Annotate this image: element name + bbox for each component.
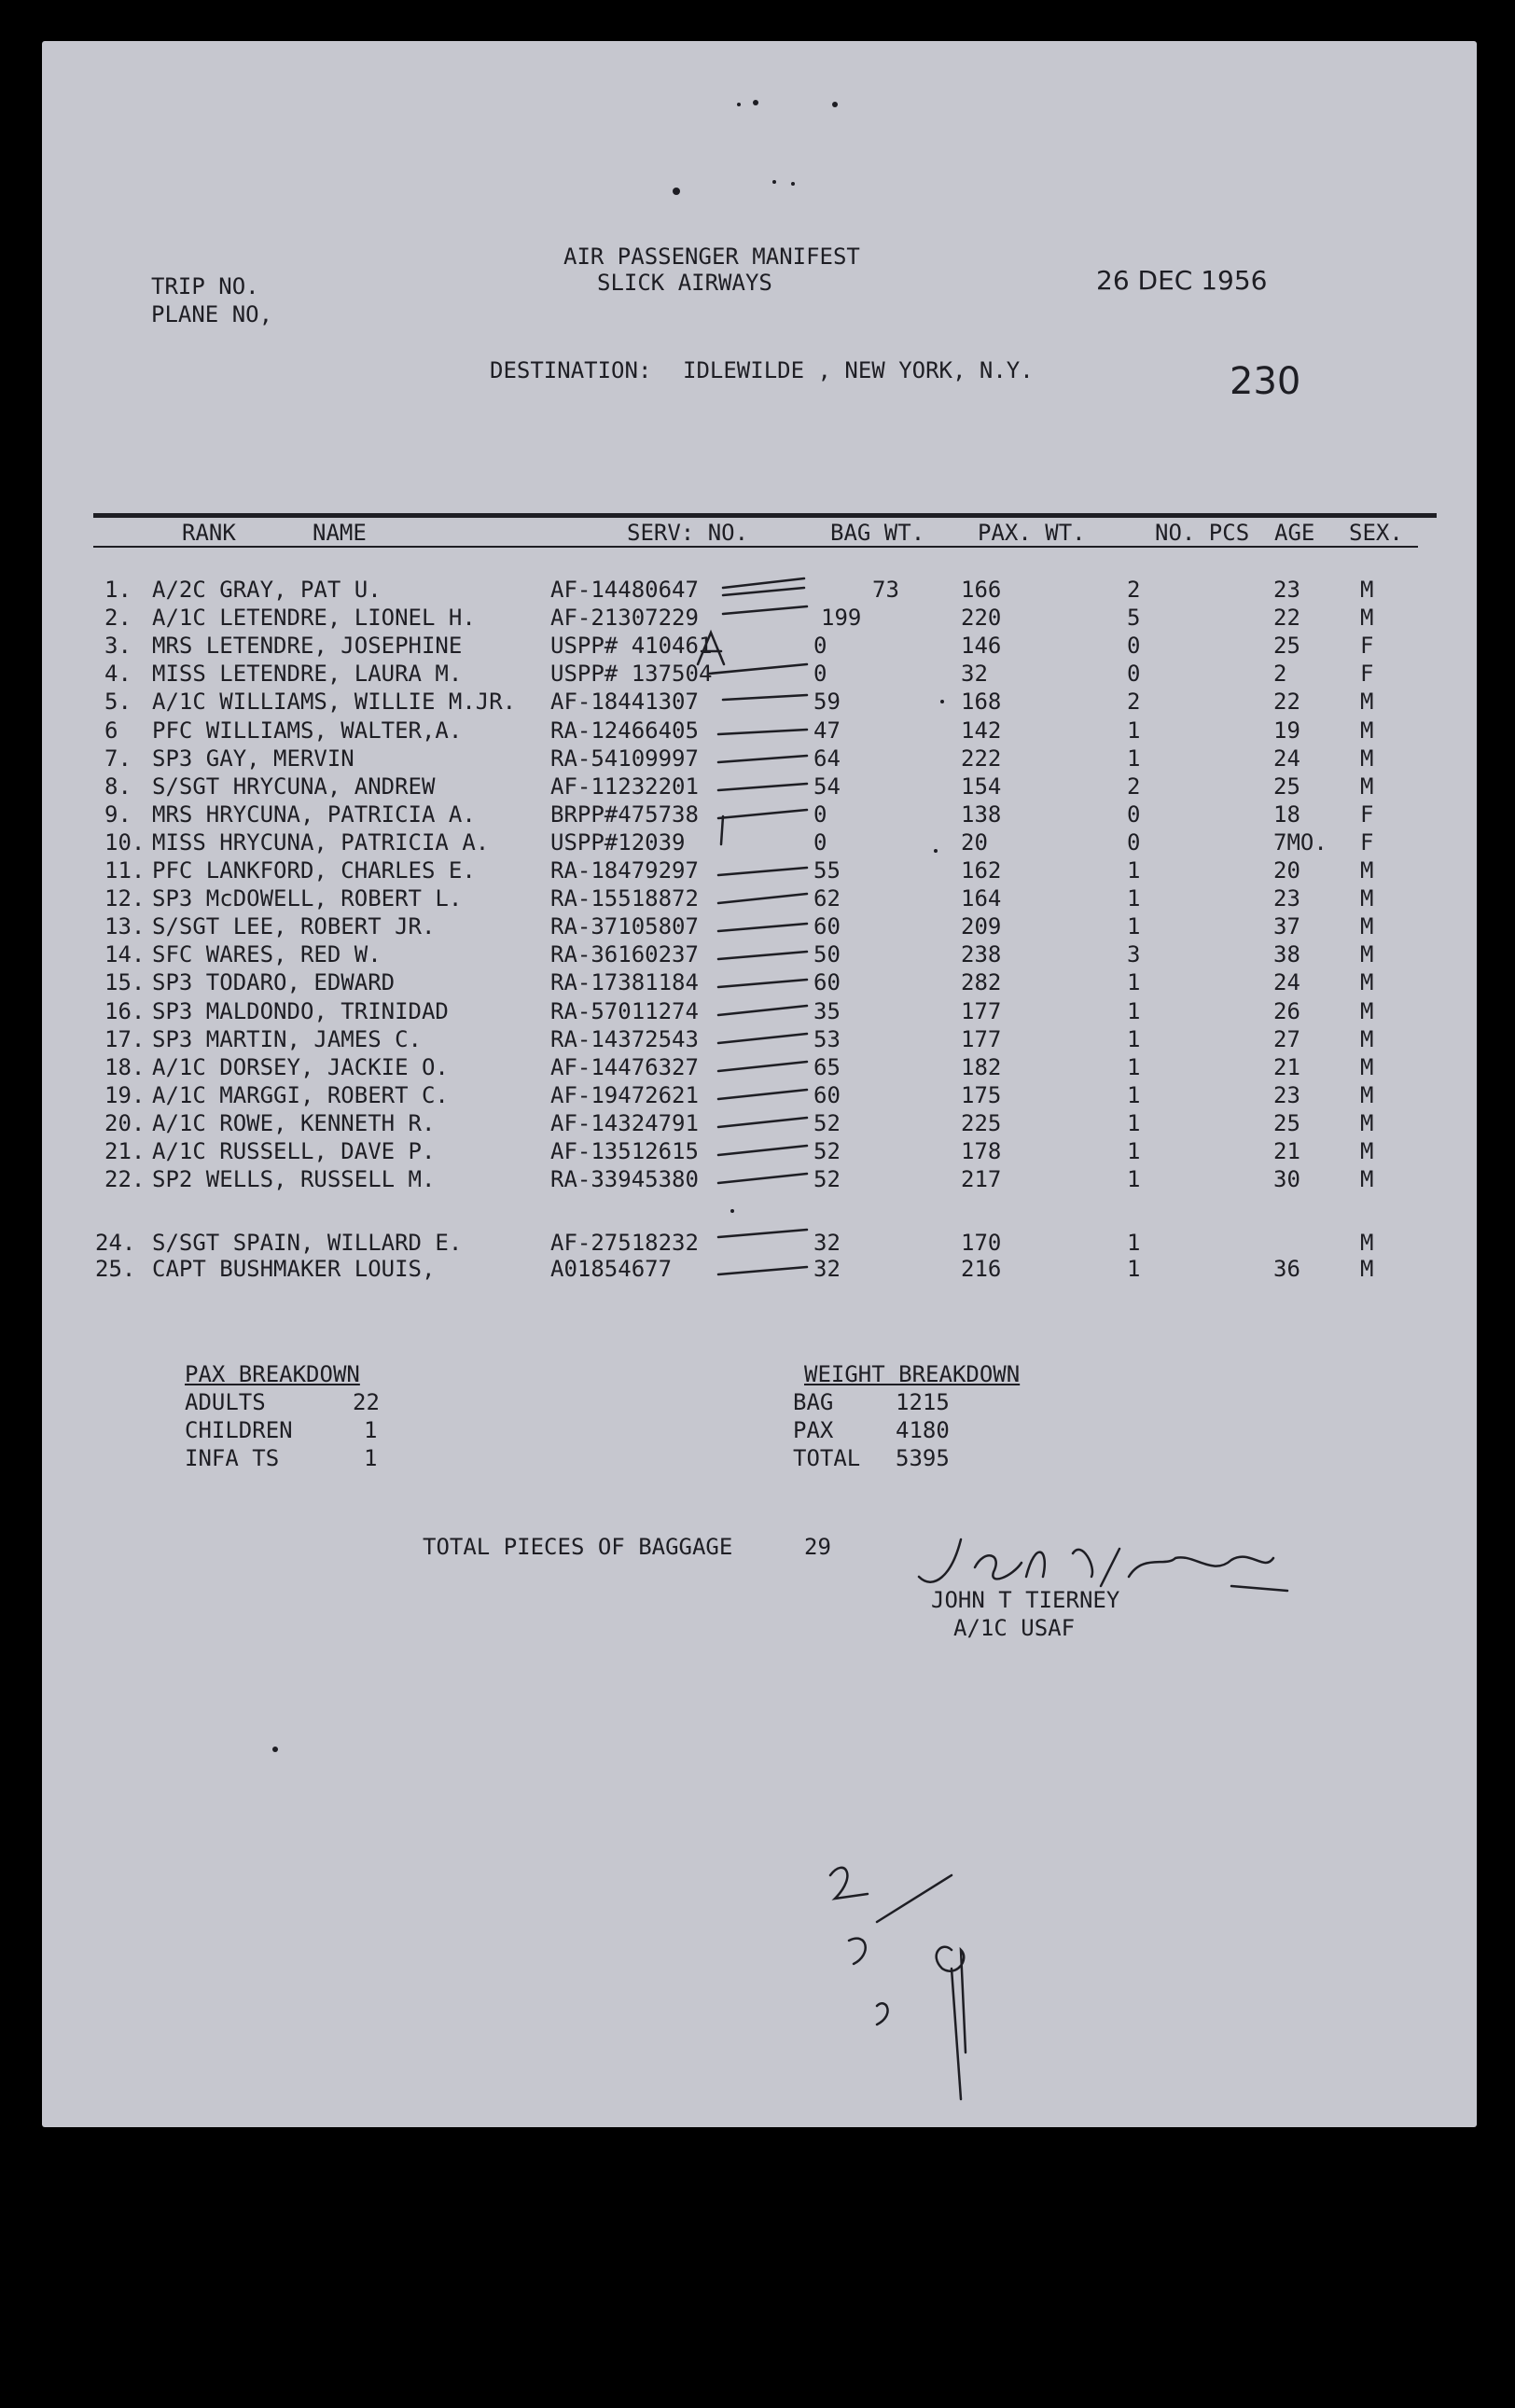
pax-breakdown-title: PAX BREAKDOWN <box>185 1361 360 1387</box>
age: 21 <box>1273 1138 1300 1164</box>
row-number: 25. <box>95 1256 136 1282</box>
pieces: 1 <box>1127 1166 1141 1193</box>
age: 2 <box>1273 661 1287 688</box>
pax-weight: 225 <box>961 1109 1002 1136</box>
service-number: AF-18441307 <box>550 689 699 716</box>
signer-name: JOHN T TIERNEY <box>931 1587 1120 1613</box>
total-weight-value: 5395 <box>896 1445 950 1471</box>
sex: M <box>1360 577 1374 603</box>
service-number: RA-57011274 <box>550 997 699 1024</box>
service-number: RA-37105807 <box>550 913 699 940</box>
passenger-name: SP2 WELLS, RUSSELL M. <box>152 1166 436 1193</box>
passenger-name: MRS LETENDRE, JOSEPHINE <box>152 633 463 660</box>
service-number: AF-19472621 <box>550 1081 699 1108</box>
row-number: 12. <box>104 885 146 912</box>
pieces: 1 <box>1127 1256 1141 1282</box>
airline-name: SLICK AIRWAYS <box>597 270 772 296</box>
bag-weight: 59 <box>813 689 841 716</box>
col-name: NAME <box>313 520 367 546</box>
service-number: RA-17381184 <box>550 969 699 996</box>
sex: M <box>1360 1109 1374 1136</box>
manifest-title: AIR PASSENGER MANIFEST <box>563 244 860 270</box>
bag-weight: 52 <box>813 1138 841 1164</box>
row-number: 6 <box>104 717 118 744</box>
infants-value: 1 <box>364 1445 378 1471</box>
pieces: 1 <box>1127 913 1141 940</box>
sex: M <box>1360 1166 1374 1193</box>
bag-weight: 0 <box>813 828 827 856</box>
passenger-name: SP3 MARTIN, JAMES C. <box>152 1025 422 1052</box>
passenger-name: MRS HRYCUNA, PATRICIA A. <box>152 800 476 828</box>
pax-weight: 142 <box>961 717 1002 744</box>
pax-weight: 217 <box>961 1166 1002 1193</box>
row-number: 5. <box>104 689 132 716</box>
pax-weight: 168 <box>961 689 1002 716</box>
row-number: 19. <box>104 1081 146 1108</box>
service-number: AF-21307229 <box>550 605 699 632</box>
sex: F <box>1360 633 1374 660</box>
bag-weight: 32 <box>813 1230 841 1256</box>
service-number: AF-14324791 <box>550 1109 699 1136</box>
bag-weight-label: BAG <box>793 1389 834 1415</box>
age: 24 <box>1273 745 1300 772</box>
manifest-date: 26 DEC 1956 <box>1096 265 1268 296</box>
age: 18 <box>1273 800 1300 828</box>
pieces: 3 <box>1127 941 1141 968</box>
pax-weight: 20 <box>961 828 988 856</box>
row-number: 1. <box>104 577 132 603</box>
passenger-name: A/1C ROWE, KENNETH R. <box>152 1109 436 1136</box>
destination-label: DESTINATION: <box>490 357 652 383</box>
bag-weight: 53 <box>813 1025 841 1052</box>
pax-weight: 164 <box>961 885 1002 912</box>
passenger-name: A/2C GRAY, PAT U. <box>152 577 382 603</box>
pieces: 1 <box>1127 1230 1141 1256</box>
passenger-name: S/SGT SPAIN, WILLARD E. <box>152 1230 463 1256</box>
sex: M <box>1360 1256 1374 1282</box>
passenger-name: PFC LANKFORD, CHARLES E. <box>152 857 476 884</box>
pieces: 1 <box>1127 745 1141 772</box>
pieces: 1 <box>1127 1081 1141 1108</box>
service-number: USPP# 137504 <box>550 661 713 688</box>
sex: M <box>1360 969 1374 996</box>
pieces: 1 <box>1127 969 1141 996</box>
age: 20 <box>1273 857 1300 884</box>
bag-weight: 32 <box>813 1256 841 1282</box>
pax-weight: 154 <box>961 773 1002 800</box>
row-number: 4. <box>104 661 132 688</box>
passenger-name: MISS LETENDRE, LAURA M. <box>152 661 463 688</box>
age: 25 <box>1273 633 1300 660</box>
pieces: 1 <box>1127 1025 1141 1052</box>
service-number: RA-54109997 <box>550 745 699 772</box>
row-number: 9. <box>104 800 132 828</box>
row-number: 24. <box>95 1230 136 1256</box>
pax-weight-value: 4180 <box>896 1417 950 1443</box>
pax-weight: 32 <box>961 661 988 688</box>
pax-weight: 175 <box>961 1081 1002 1108</box>
sex: M <box>1360 885 1374 912</box>
sex: M <box>1360 913 1374 940</box>
pax-weight: 238 <box>961 941 1002 968</box>
sex: M <box>1360 605 1374 632</box>
children-label: CHILDREN <box>185 1417 293 1443</box>
passenger-name: A/1C RUSSELL, DAVE P. <box>152 1138 436 1164</box>
col-age: AGE <box>1274 520 1315 546</box>
row-number: 14. <box>104 941 146 968</box>
bag-weight: 35 <box>813 997 841 1024</box>
sex: M <box>1360 1025 1374 1052</box>
row-number: 21. <box>104 1138 146 1164</box>
pax-weight: 222 <box>961 745 1002 772</box>
children-value: 1 <box>364 1417 378 1443</box>
bag-weight: 199 <box>821 605 862 632</box>
col-serv: SERV: NO. <box>627 520 749 546</box>
passenger-name: A/1C LETENDRE, LIONEL H. <box>152 605 476 632</box>
baggage-label: TOTAL PIECES OF BAGGAGE <box>423 1534 733 1560</box>
pax-weight: 177 <box>961 997 1002 1024</box>
passenger-name: SFC WARES, RED W. <box>152 941 382 968</box>
pax-weight: 209 <box>961 913 1002 940</box>
passenger-name: SP3 TODARO, EDWARD <box>152 969 396 996</box>
age: 19 <box>1273 717 1300 744</box>
passenger-name: SP3 GAY, MERVIN <box>152 745 354 772</box>
pieces: 1 <box>1127 717 1141 744</box>
age: 37 <box>1273 913 1300 940</box>
pax-weight: 182 <box>961 1053 1002 1080</box>
sex: M <box>1360 717 1374 744</box>
service-number: AF-14476327 <box>550 1053 699 1080</box>
age: 23 <box>1273 1081 1300 1108</box>
service-number: AF-13512615 <box>550 1138 699 1164</box>
passenger-name: CAPT BUSHMAKER LOUIS, <box>152 1256 436 1282</box>
age: 23 <box>1273 577 1300 603</box>
pax-weight: 216 <box>961 1256 1002 1282</box>
passenger-name: PFC WILLIAMS, WALTER,A. <box>152 717 463 744</box>
age: 26 <box>1273 997 1300 1024</box>
pieces: 2 <box>1127 773 1141 800</box>
age: 25 <box>1273 1109 1300 1136</box>
col-sex: SEX. <box>1349 520 1403 546</box>
bag-weight: 73 <box>872 577 899 603</box>
bag-weight: 52 <box>813 1166 841 1193</box>
adults-label: ADULTS <box>185 1389 266 1415</box>
sex: M <box>1360 1230 1374 1256</box>
row-number: 8. <box>104 773 132 800</box>
service-number: AF-27518232 <box>550 1230 699 1256</box>
pieces: 1 <box>1127 1053 1141 1080</box>
sex: M <box>1360 689 1374 716</box>
pieces: 1 <box>1127 1109 1141 1136</box>
passenger-name: MISS HRYCUNA, PATRICIA A. <box>152 828 490 856</box>
bag-weight: 0 <box>813 633 827 660</box>
row-number: 20. <box>104 1109 146 1136</box>
row-number: 13. <box>104 913 146 940</box>
sex: M <box>1360 857 1374 884</box>
age: 25 <box>1273 773 1300 800</box>
sex: M <box>1360 941 1374 968</box>
passenger-name: A/1C MARGGI, ROBERT C. <box>152 1081 449 1108</box>
pieces: 0 <box>1127 661 1141 688</box>
pax-weight: 220 <box>961 605 1002 632</box>
pieces: 1 <box>1127 997 1141 1024</box>
row-number: 15. <box>104 969 146 996</box>
sex: M <box>1360 1081 1374 1108</box>
age: 22 <box>1273 689 1300 716</box>
trip-label: TRIP NO. <box>151 273 259 299</box>
plane-label: PLANE NO, <box>151 301 273 327</box>
passenger-name: S/SGT HRYCUNA, ANDREW <box>152 773 436 800</box>
bag-weight: 60 <box>813 969 841 996</box>
row-number: 17. <box>104 1025 146 1052</box>
bag-weight: 64 <box>813 745 841 772</box>
sex: F <box>1360 661 1374 688</box>
page-number: 230 <box>1230 360 1301 403</box>
pieces: 0 <box>1127 633 1141 660</box>
pieces: 1 <box>1127 885 1141 912</box>
age: 36 <box>1273 1256 1300 1282</box>
col-pax: PAX. WT. <box>978 520 1086 546</box>
passenger-name: SP3 MALDONDO, TRINIDAD <box>152 997 449 1024</box>
service-number: RA-18479297 <box>550 857 699 884</box>
bag-weight: 52 <box>813 1109 841 1136</box>
pax-weight-label: PAX <box>793 1417 834 1443</box>
age: 22 <box>1273 605 1300 632</box>
pax-weight: 282 <box>961 969 1002 996</box>
age: 23 <box>1273 885 1300 912</box>
bag-weight: 0 <box>813 661 827 688</box>
sex: M <box>1360 1138 1374 1164</box>
passenger-name: A/1C DORSEY, JACKIE O. <box>152 1053 449 1080</box>
sex: M <box>1360 997 1374 1024</box>
row-number: 11. <box>104 857 146 884</box>
sex: F <box>1360 800 1374 828</box>
destination: IDLEWILDE , NEW YORK, N.Y. <box>683 357 1034 383</box>
row-number: 16. <box>104 997 146 1024</box>
pieces: 1 <box>1127 857 1141 884</box>
service-number: AF-14480647 <box>550 577 699 603</box>
pax-weight: 138 <box>961 800 1002 828</box>
age: 21 <box>1273 1053 1300 1080</box>
pieces: 0 <box>1127 800 1141 828</box>
pieces: 5 <box>1127 605 1141 632</box>
adults-value: 22 <box>353 1389 380 1415</box>
row-number: 10. <box>104 828 146 856</box>
pax-weight: 178 <box>961 1138 1002 1164</box>
service-number: RA-14372543 <box>550 1025 699 1052</box>
pax-weight: 162 <box>961 857 1002 884</box>
age: 30 <box>1273 1166 1300 1193</box>
age: 27 <box>1273 1025 1300 1052</box>
bag-weight: 50 <box>813 941 841 968</box>
pieces: 1 <box>1127 1138 1141 1164</box>
pax-weight: 170 <box>961 1230 1002 1256</box>
service-number: RA-15518872 <box>550 885 699 912</box>
age: 38 <box>1273 941 1300 968</box>
passenger-name: S/SGT LEE, ROBERT JR. <box>152 913 436 940</box>
col-bag: BAG WT. <box>830 520 925 546</box>
pieces: 2 <box>1127 577 1141 603</box>
row-number: 22. <box>104 1166 146 1193</box>
row-number: 2. <box>104 605 132 632</box>
row-number: 7. <box>104 745 132 772</box>
passenger-name: SP3 McDOWELL, ROBERT L. <box>152 885 463 912</box>
service-number: RA-33945380 <box>550 1166 699 1193</box>
pieces: 0 <box>1127 828 1141 856</box>
sex: F <box>1360 828 1374 856</box>
pax-weight: 146 <box>961 633 1002 660</box>
bag-weight: 0 <box>813 800 827 828</box>
sex: M <box>1360 1053 1374 1080</box>
bag-weight-value: 1215 <box>896 1389 950 1415</box>
pieces: 2 <box>1127 689 1141 716</box>
infants-label: INFA TS <box>185 1445 280 1471</box>
row-number: 18. <box>104 1053 146 1080</box>
service-number: BRPP#475738 <box>550 800 699 828</box>
bag-weight: 65 <box>813 1053 841 1080</box>
service-number: A01854677 <box>550 1256 673 1282</box>
bag-weight: 54 <box>813 773 841 800</box>
service-number: USPP#12039 <box>550 828 686 856</box>
service-number: RA-12466405 <box>550 717 699 744</box>
pax-weight: 177 <box>961 1025 1002 1052</box>
sex: M <box>1360 773 1374 800</box>
col-pcs: NO. PCS <box>1155 520 1250 546</box>
col-rank: RANK <box>182 520 236 546</box>
bag-weight: 55 <box>813 857 841 884</box>
age: 7MO. <box>1273 828 1327 856</box>
passenger-name: A/1C WILLIAMS, WILLIE M.JR. <box>152 689 517 716</box>
service-number: RA-36160237 <box>550 941 699 968</box>
baggage-count: 29 <box>804 1534 831 1560</box>
bag-weight: 60 <box>813 913 841 940</box>
service-number: USPP# 410461 <box>550 633 713 660</box>
bag-weight: 62 <box>813 885 841 912</box>
signer-rank: A/1C USAF <box>953 1615 1076 1641</box>
pax-weight: 166 <box>961 577 1002 603</box>
age: 24 <box>1273 969 1300 996</box>
row-number: 3. <box>104 633 132 660</box>
weight-breakdown-title: WEIGHT BREAKDOWN <box>804 1361 1021 1387</box>
total-weight-label: TOTAL <box>793 1445 861 1471</box>
bag-weight: 60 <box>813 1081 841 1108</box>
sex: M <box>1360 745 1374 772</box>
service-number: AF-11232201 <box>550 773 699 800</box>
bag-weight: 47 <box>813 717 841 744</box>
